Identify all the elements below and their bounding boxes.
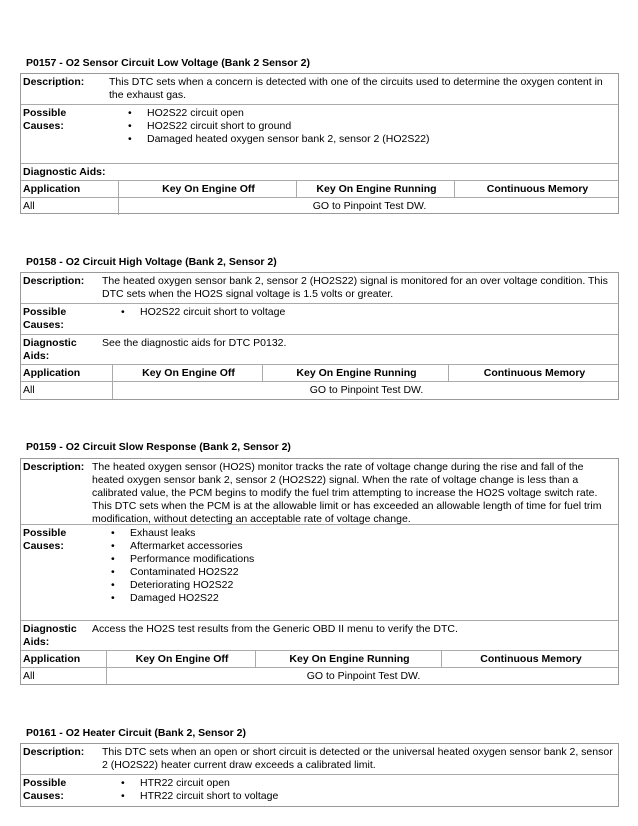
section-title: P0159 - O2 Circuit Slow Response (Bank 2, Sensor 2) <box>26 441 291 453</box>
description-line: This DTC sets when an open or short circuit is detected or the universal heated oxygen sensor bank 2, sensor <box>102 746 613 758</box>
diagnostic-aids-row <box>21 621 618 651</box>
application-header: Application <box>21 651 107 667</box>
description-text <box>102 746 613 772</box>
table-row <box>21 668 618 685</box>
dtc-block-p0158 <box>20 272 619 400</box>
dtc-block-p0161 <box>20 743 619 807</box>
diagnostic-aids-label: Diagnostic Aids: <box>23 337 77 362</box>
description-line: This DTC sets when the PCM is at the allowable limit or has exceeded an allowable length of time for fuel trim <box>92 500 602 512</box>
table-row <box>21 198 618 215</box>
pinpoint-cell: GO to Pinpoint Test DW. <box>312 200 427 212</box>
description-line: The heated oxygen sensor (HO2S) monitor tracks the rate of voltage change during the rise and fall of the <box>92 461 584 473</box>
description-text <box>92 461 601 526</box>
list-item: • HTR22 circuit open <box>117 777 278 790</box>
list-item: • Deteriorating HO2S22 <box>107 579 254 592</box>
list-item: • HO2S22 circuit short to ground <box>124 120 430 133</box>
description-text <box>102 275 608 301</box>
application-cell: All <box>21 668 107 685</box>
pinpoint-cell: GO to Pinpoint Test DW. <box>309 384 424 396</box>
description-label: Description: <box>23 76 85 88</box>
causes-list <box>107 527 254 605</box>
table-row <box>21 382 618 399</box>
description-line: calibrated value, the PCM begins to modify the fuel trim attempting to increase the HO2S voltage switch rate. <box>92 487 598 499</box>
causes-row <box>21 525 618 621</box>
causes-list <box>117 777 278 803</box>
section-title: P0158 - O2 Circuit High Voltage (Bank 2, Sensor 2) <box>26 256 277 268</box>
causes-label: Possible Causes: <box>23 527 67 552</box>
diagnostic-aids-label: Diagnostic Aids: <box>23 166 106 178</box>
section-title: P0157 - O2 Sensor Circuit Low Voltage (Bank 2 Sensor 2) <box>26 57 310 69</box>
causes-row <box>21 105 618 164</box>
description-line: heated oxygen sensor bank 2, sensor 2 (HO2S22) signal. When the rate of voltage change is less than a <box>92 474 579 486</box>
key-on-engine-off-header: Key On Engine Off <box>107 651 256 667</box>
description-label: Description: <box>23 461 85 473</box>
causes-label: Possible Causes: <box>23 777 67 802</box>
causes-label: Possible Causes: <box>23 306 67 331</box>
continuous-memory-header: Continuous Memory <box>486 183 589 195</box>
table-header-row <box>21 651 618 668</box>
description-row <box>21 273 618 304</box>
diagnostic-aids-label: Diagnostic Aids: <box>23 623 77 648</box>
description-line: modification, without detecting an acceptable rate of voltage change. <box>92 513 411 525</box>
description-line: The heated oxygen sensor bank 2, sensor 2 (HO2S22) signal is monitored for an over voltage condition. This <box>102 275 608 287</box>
list-item: • Performance modifications <box>107 553 254 566</box>
list-item: • HO2S22 circuit short to voltage <box>117 306 285 319</box>
description-line: the exhaust gas. <box>109 89 187 101</box>
description-line: DTC sets when the HO2S signal voltage is 1.5 volts or greater. <box>102 288 394 300</box>
key-on-engine-off-header: Key On Engine Off <box>119 181 297 197</box>
description-row <box>21 744 618 775</box>
description-line: This DTC sets when a concern is detected with one of the circuits used to determine the oxygen content in <box>109 76 603 88</box>
list-item: • HTR22 circuit short to voltage <box>117 790 278 803</box>
dtc-block-p0157 <box>20 73 619 214</box>
causes-list <box>117 306 285 319</box>
list-item: • Damaged HO2S22 <box>107 592 254 605</box>
key-on-engine-running-header: Key On Engine Running <box>256 651 442 667</box>
description-row <box>21 74 618 105</box>
application-header: Application <box>21 365 113 381</box>
diagnostic-aids-text: Access the HO2S test results from the Generic OBD II menu to verify the DTC. <box>92 623 458 635</box>
causes-row <box>21 775 618 806</box>
causes-list <box>124 107 430 146</box>
pinpoint-cell: GO to Pinpoint Test DW. <box>306 670 421 682</box>
description-label: Description: <box>23 746 85 758</box>
key-on-engine-off-header: Key On Engine Off <box>113 365 263 381</box>
description-line: 2 (HO2S22) heater current draw exceeds a calibrated limit. <box>102 759 376 771</box>
description-label: Description: <box>23 275 85 287</box>
causes-row <box>21 304 618 335</box>
continuous-memory-header: Continuous Memory <box>480 653 582 665</box>
diagnostic-aids-row <box>21 164 618 181</box>
application-cell: All <box>21 198 119 215</box>
list-item: • Contaminated HO2S22 <box>107 566 254 579</box>
list-item: • Damaged heated oxygen sensor bank 2, sensor 2 (HO2S22) <box>124 133 430 146</box>
description-text <box>109 76 603 102</box>
dtc-block-p0159 <box>20 458 619 685</box>
list-item: • HO2S22 circuit open <box>124 107 430 120</box>
diagnostic-aids-row <box>21 335 618 365</box>
section-title: P0161 - O2 Heater Circuit (Bank 2, Sensor 2) <box>26 727 247 739</box>
table-header-row <box>21 365 618 382</box>
key-on-engine-running-header: Key On Engine Running <box>297 181 455 197</box>
description-row <box>21 459 618 525</box>
list-item: • Aftermarket accessories <box>107 540 254 553</box>
continuous-memory-header: Continuous Memory <box>483 367 586 379</box>
diagnostic-aids-text: See the diagnostic aids for DTC P0132. <box>102 337 287 349</box>
application-cell: All <box>21 382 113 399</box>
application-header: Application <box>21 181 119 197</box>
table-header-row <box>21 181 618 198</box>
key-on-engine-running-header: Key On Engine Running <box>263 365 449 381</box>
list-item: • Exhaust leaks <box>107 527 254 540</box>
causes-label: Possible Causes: <box>23 107 67 132</box>
